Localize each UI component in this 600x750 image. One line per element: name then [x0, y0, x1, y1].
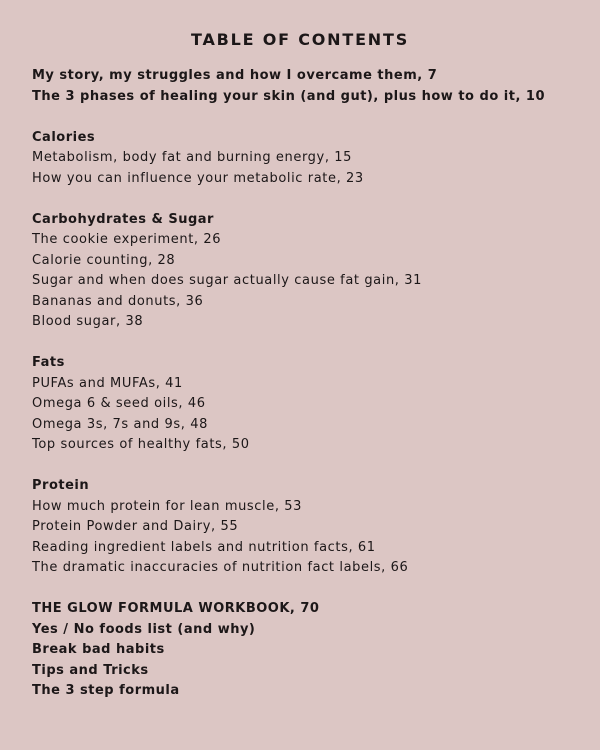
section-heading-calories: Calories [32, 129, 96, 145]
toc-entry: Bananas and donuts, 36 [32, 293, 204, 309]
toc-entry-workbook: Yes / No foods list (and why) [32, 621, 256, 637]
toc-entry: PUFAs and MUFAs, 41 [32, 375, 183, 391]
section-heading-protein: Protein [32, 478, 90, 493]
toc-entry-workbook: The 3 step formula [32, 683, 180, 698]
toc-entry: Top sources of healthy fats, 50 [32, 437, 250, 452]
toc-entry: Reading ingredient labels and nutrition facts, 61 [32, 539, 376, 555]
spacer [32, 333, 582, 354]
table-of-contents [32, 66, 582, 702]
toc-entry-workbook: Break bad habits [32, 642, 165, 657]
toc-entry-healing-phases: The 3 phases of healing your skin (and gut), plus how to do it, 10 [32, 88, 546, 104]
toc-entry: Protein Powder and Dairy, 55 [32, 519, 239, 534]
toc-entry: The cookie experiment, 26 [32, 232, 222, 247]
section-heading-fats: Fats [32, 355, 65, 370]
page-title: TABLE OF CONTENTS [190, 30, 410, 49]
toc-entry: How you can influence your metabolic rate, 23 [32, 170, 364, 186]
toc-entry: The dramatic inaccuracies of nutrition fact labels, 66 [32, 560, 409, 575]
toc-entry-workbook: Tips and Tricks [32, 662, 149, 678]
toc-entry: How much protein for lean muscle, 53 [32, 498, 303, 514]
toc-entry: Metabolism, body fat and burning energy, 15 [32, 150, 353, 165]
toc-entry: Omega 3s, 7s and 9s, 48 [32, 416, 208, 432]
section-heading-workbook: THE GLOW FORMULA WORKBOOK, 70 [32, 601, 320, 616]
toc-entry-my-story: My story, my struggles and how I overcame them, 7 [32, 68, 438, 83]
toc-entry: Sugar and when does sugar actually cause fat gain, 31 [32, 273, 423, 288]
toc-entry: Calorie counting, 28 [32, 252, 176, 268]
spacer [32, 107, 582, 128]
section-heading-carbohydrates: Carbohydrates & Sugar [32, 211, 214, 227]
spacer [32, 189, 582, 210]
toc-entry: Omega 6 & seed oils, 46 [32, 396, 206, 411]
spacer [32, 456, 582, 477]
spacer [32, 579, 582, 600]
toc-entry: Blood sugar, 38 [32, 314, 144, 329]
